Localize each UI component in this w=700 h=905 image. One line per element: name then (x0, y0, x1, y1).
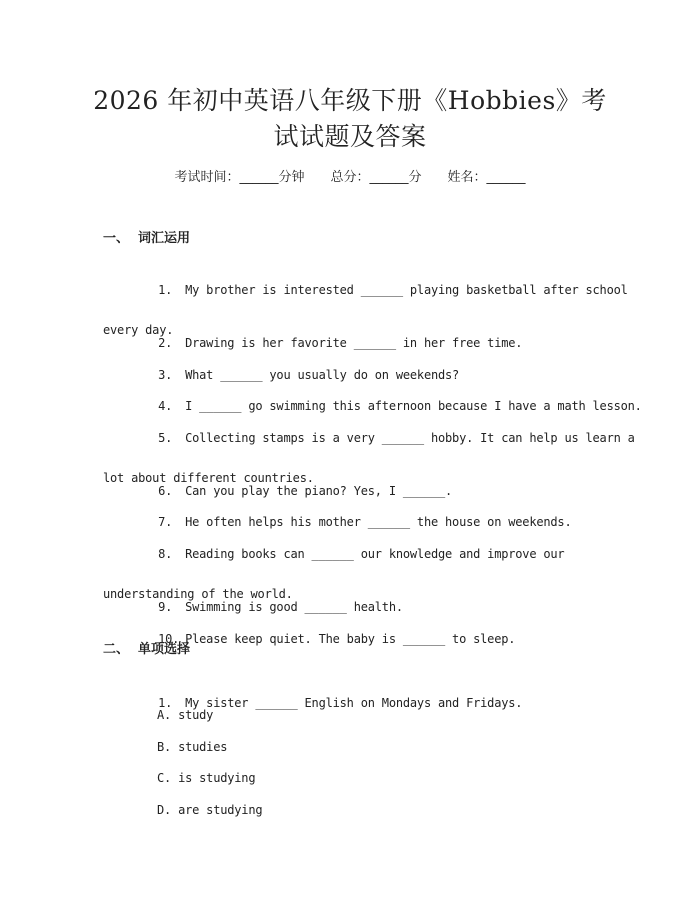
question-number: 1. (158, 283, 173, 297)
question-text-continued: understanding of the world. (103, 587, 293, 601)
question-number: 3. (158, 368, 173, 382)
question-number: 7. (158, 515, 173, 529)
question-text: Collecting stamps is a very ______ hobby. It can help us learn a (185, 431, 635, 445)
question-text: My brother is interested ______ playing basketball after school (185, 283, 628, 297)
page-title-line1: 2026 年初中英语八年级下册《Hobbies》考 (93, 86, 607, 115)
question-text: Reading books can ______ our knowledge and improve our (185, 547, 565, 561)
total-score-field: 总分：______分 (330, 170, 422, 185)
question-number: 8. (158, 547, 173, 561)
question-text-continued: lot about different countries. (103, 471, 314, 485)
question-number: 2. (158, 336, 173, 350)
question-number: 1. (158, 696, 173, 710)
question-number: 5. (158, 431, 173, 445)
answer-option-b: B. studies (157, 740, 228, 754)
section-heading-multiple-choice: 二、 单项选择 (103, 642, 191, 657)
question-number: 9. (158, 600, 173, 614)
question-number: 10. (158, 632, 180, 646)
section-heading-vocabulary: 一、 词汇运用 (103, 231, 191, 246)
question-text: I ______ go swimming this afternoon because I have a math lesson. (185, 399, 642, 413)
exam-meta (0, 168, 700, 188)
question-text-continued: every day. (103, 323, 174, 337)
question-text: My sister ______ English on Mondays and Fridays. (185, 696, 523, 710)
page-title-line2: 试试题及答案 (273, 122, 427, 151)
exam-time-field: 考试时间：______分钟 (174, 170, 305, 185)
question-number: 4. (158, 399, 173, 413)
student-name-field: 姓名：______ (447, 170, 526, 185)
question-text: Swimming is good ______ health. (185, 600, 403, 614)
answer-option-a: A. study (157, 708, 214, 722)
question-text: Drawing is her favorite ______ in her free time. (185, 336, 523, 350)
answer-option-d: D. are studying (157, 803, 263, 817)
question-text: Please keep quiet. The baby is ______ to sleep. (185, 632, 516, 646)
question-number: 6. (158, 484, 173, 498)
answer-option-c: C. is studying (157, 771, 256, 785)
question-text: What ______ you usually do on weekends? (185, 368, 460, 382)
question-text: Can you play the piano? Yes, I ______. (185, 484, 453, 498)
question-text: He often helps his mother ______ the house on weekends. (185, 515, 572, 529)
vocab-question (103, 609, 599, 669)
